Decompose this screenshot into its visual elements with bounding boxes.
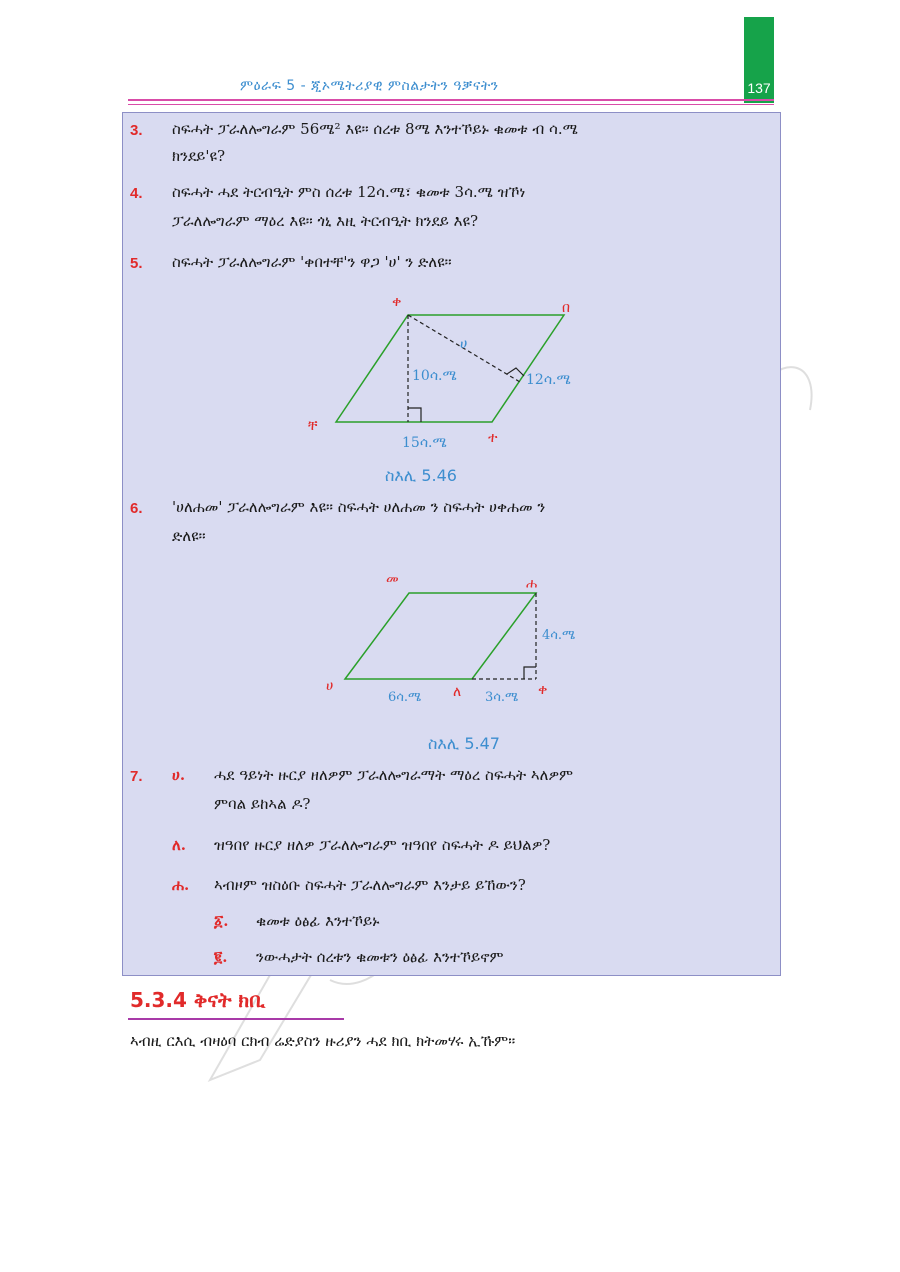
- vertex-label: መ: [386, 571, 399, 587]
- vertex-label: በ: [562, 300, 571, 316]
- sub-item-label: ፪.: [214, 948, 228, 966]
- extension-label: 3ሳ.ሜ: [485, 690, 519, 705]
- question-5-line-1: ስፍሓት ፓራለሎግራም 'ቀበተቸ'ን ዋጋ 'ሀ' ን ድለዩ።: [172, 253, 452, 271]
- question-3-line-1: ስፍሓት ፓራለሎግራም 56ሜ² እዩ። ሰረቱ 8ሜ እንተኾይኑ ቁመቱ ብ ሳ.ሜ: [172, 120, 578, 138]
- question-number: 4.: [130, 185, 143, 202]
- header-rule: [128, 99, 774, 101]
- sub-question-label: ሀ.: [172, 766, 186, 784]
- question-7a-line-2: ምባል ይከኣል ዶ?: [214, 795, 311, 813]
- question-7c-line-1: ኣብዞም ዝስዕቡ ስፍሓት ፓራለሎግራም እንታይ ይኸውን?: [214, 876, 526, 894]
- section-heading: 5.3.4 ቅናት ክቢ: [130, 988, 265, 1012]
- right-angle-mark: [507, 368, 524, 376]
- question-6-line-2: ድለዩ።: [172, 527, 206, 545]
- vertex-label: ቸ: [308, 418, 318, 434]
- figure-5-47: [320, 566, 580, 716]
- chapter-header: ምዕራፍ 5 - ጂኦሜትሪያዊ ምስልታትን ዓቓናትን: [240, 78, 499, 94]
- parallelogram-shape: [345, 593, 536, 679]
- figure-5-46: [300, 290, 600, 460]
- vertex-label: ተ: [488, 430, 498, 446]
- question-7a-line-1: ሓደ ዓይነት ዙርያ ዘለዎም ፓራለሎግራማት ማዕረ ስፍሓት ኣለዎም: [214, 766, 574, 784]
- question-4-line-2: ፓራለሎግራም ማዕረ እዩ። ጎኒ እዚ ትርብዒት ክንደይ እዩ?: [172, 212, 479, 230]
- question-number: 5.: [130, 255, 143, 272]
- figure-caption: ስእሊ 5.46: [385, 466, 457, 485]
- segment-label: ሀ: [460, 336, 468, 352]
- question-number: 3.: [130, 122, 143, 139]
- question-number: 6.: [130, 500, 143, 517]
- figure-caption: ስእሊ 5.47: [428, 734, 500, 753]
- question-7c-ii-line: ንውሓታት ሰረቱን ቁመቱን ዕፅፊ እንተኾይኖም: [256, 948, 504, 966]
- vertex-label: ቀ: [392, 294, 402, 310]
- vertex-label: ሀ: [326, 678, 334, 694]
- base-label: 6ሳ.ሜ: [388, 690, 422, 705]
- section-underline: [128, 1018, 344, 1020]
- question-4-line-1: ስፍሓት ሓደ ትርብዒት ምስ ሰረቱ 12ሳ.ሜ፣ ቁመቱ 3ሳ.ሜ ዝኾነ: [172, 183, 526, 201]
- header-rule-thin: [128, 104, 774, 105]
- height-label: 4ሳ.ሜ: [542, 628, 576, 643]
- question-number: 7.: [130, 768, 143, 785]
- page-number: 137: [747, 80, 771, 96]
- question-3-line-2: ክንደይ'ዩ?: [172, 147, 226, 165]
- question-7b-line-1: ዝዓበየ ዙርያ ዘለዎ ፓራለሎግራም ዝዓበየ ስፍሓት ዶ ይህልዎ?: [214, 836, 551, 854]
- sub-question-label: ለ.: [172, 836, 187, 854]
- vertex-label: ለ: [453, 684, 462, 700]
- vertex-label: ቀ: [538, 682, 548, 698]
- side-label: 12ሳ.ሜ: [526, 372, 571, 388]
- base-label: 15ሳ.ሜ: [402, 435, 447, 451]
- height-label: 10ሳ.ሜ: [412, 368, 457, 384]
- sub-question-label: ሐ.: [172, 876, 190, 894]
- right-angle-mark: [524, 667, 536, 679]
- right-angle-mark: [408, 408, 421, 422]
- question-7c-i-line: ቁመቱ ዕፅፊ እንተኾይኑ: [256, 912, 380, 930]
- question-6-line-1: 'ሀለሐመ' ፓራለሎግራም እዩ። ስፍሓት ሀለሐመ ን ስፍሓት ሀቀሐመ ን: [172, 498, 546, 516]
- vertex-label: ሐ: [526, 576, 538, 592]
- section-body-text: ኣብዚ ርእሲ ብዛዕባ ርክብ ሬድያስን ዙሪያን ሓደ ክቢ ክትመሃሩ ኢኹም።: [130, 1032, 516, 1050]
- sub-item-label: ፩.: [214, 912, 229, 930]
